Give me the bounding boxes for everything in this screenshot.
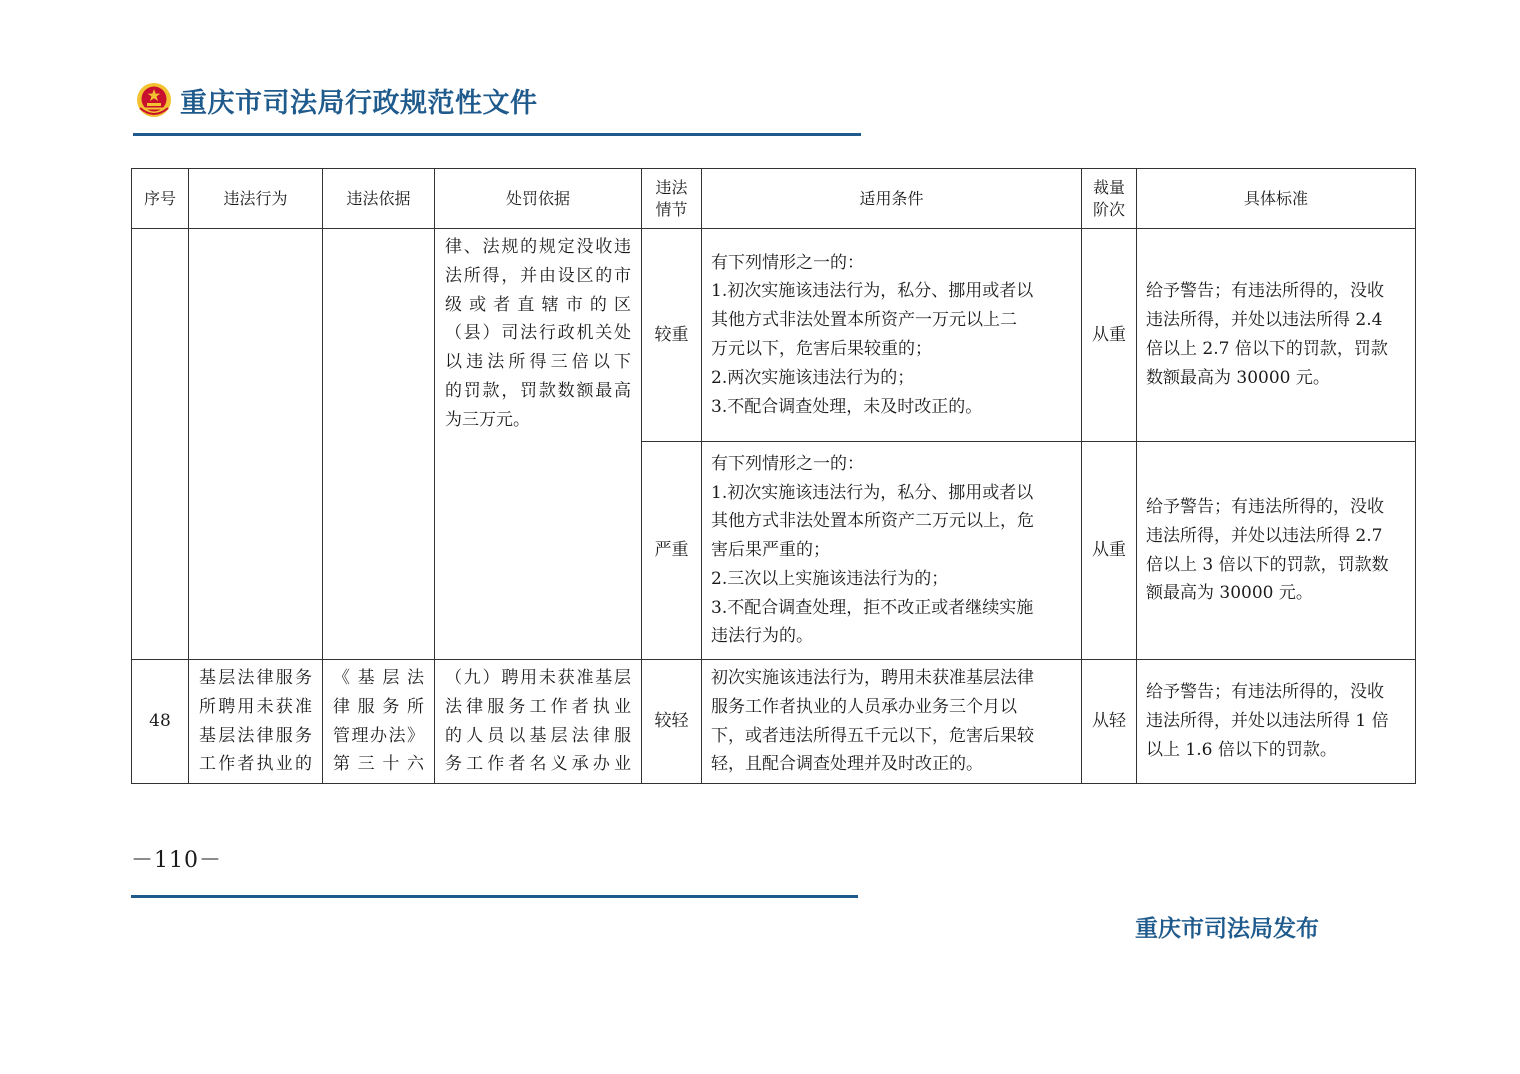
text-line: 基层法律服务 [199,725,312,746]
cell-legal-basis [323,660,435,784]
cell-legal-basis-continued [323,229,435,660]
col-header-circumstance: 违法 情节 [642,169,702,229]
cell-level: 从重 [1082,442,1137,660]
text-line: 以上 1.6 倍以下的罚款。 [1146,739,1337,760]
cell-standard [1137,229,1416,442]
text-line: 倍以上 3 倍以下的罚款，罚款数 [1146,554,1389,575]
cell-violation [189,660,323,784]
text-line: 万元以下，危害后果较重的； [711,339,932,359]
text-line: 务工作者名义承办业 [445,754,631,775]
text-line: （九）聘用未获准基层 [445,668,631,688]
text-line: 违法所得，并处以违法所得 2.4 [1146,310,1383,331]
cell-circumstance: 较重 [642,229,702,442]
document-header [136,78,538,122]
text-line: 为三万元。 [445,409,530,430]
col-header-violation: 违法行为 [189,169,323,229]
text-line: 给予警告；有违法所得的，没收 [1146,496,1384,517]
cell-standard [1137,660,1416,784]
cell-standard [1137,442,1416,660]
text-line: 3.不配合调查处理，拒不改正或者继续实施 [711,597,1034,618]
col-header-level: 裁量 阶次 [1082,169,1137,229]
text-line: 下，或者违法所得五千元以下，危害后果较 [711,725,1034,746]
text-line: 法律服务工作者执业 [445,696,631,717]
col-header-number: 序号 [132,169,189,229]
text-line: 级或者直辖市的区 [445,294,631,315]
footer-divider [131,895,858,898]
text-line: 违法所得，并处以违法所得 1 倍 [1146,711,1389,732]
text-line: 有下列情形之一的： [711,252,864,273]
cell-number: 48 [132,660,189,784]
text-line: 3.不配合调查处理，未及时改正的。 [711,396,983,417]
cell-conditions [702,660,1082,784]
cell-level: 从重 [1082,229,1137,442]
table-header-row [132,169,1416,229]
cell-level: 从轻 [1082,660,1137,784]
header-divider [133,133,861,136]
text-line: 《基层法 [333,668,424,688]
text-line: 违法行为的。 [711,626,813,647]
text-line: 轻，且配合调查处理并及时改正的。 [711,754,983,775]
text-line: 所聘用未获准 [199,696,312,717]
text-line: 律服务所 [333,696,424,717]
page-number: －110－ [131,848,222,873]
text-line: 给予警告；有违法所得的，没收 [1146,682,1384,703]
col-header-penalty-basis: 处罚依据 [435,169,642,229]
text-line: 倍以上 2.7 倍以下的罚款，罚款 [1146,339,1388,359]
text-line: 害后果严重的； [711,540,830,561]
cell-circumstance: 较轻 [642,660,702,784]
table-row-48 [132,660,1416,784]
text-line: 1.初次实施该违法行为，私分、挪用或者以 [711,281,1034,302]
text-line: 额最高为 30000 元。 [1146,583,1313,604]
text-line: 法所得，并由设区的市 [445,265,631,286]
text-line: 的人员以基层法律服 [445,725,631,746]
publisher-label: 重庆市司法局发布 [1135,916,1319,942]
text-line: 管理办法》 [333,725,424,746]
cell-violation-continued [189,229,323,660]
text-line: 初次实施该违法行为，聘用未获准基层法律 [711,668,1034,688]
text-line: 其他方式非法处置本所资产二万元以上，危 [711,511,1034,532]
text-line: 2.两次实施该违法行为的； [711,367,915,388]
cell-penalty-basis [435,660,642,784]
text-line: 给予警告；有违法所得的，没收 [1146,281,1384,302]
table-row [132,229,1416,442]
text-line: 律、法规的规定没收违 [445,237,631,257]
col-header-legal-basis: 违法依据 [323,169,435,229]
col-header-standard: 具体标准 [1137,169,1416,229]
text-line: 以违法所得三倍以下 [445,352,631,373]
cell-circumstance: 严重 [642,442,702,660]
cell-conditions [702,442,1082,660]
cell-number-continued [132,229,189,660]
text-line: 的罚款，罚款数额最高 [445,380,631,401]
text-line: 数额最高为 30000 元。 [1146,367,1330,388]
cell-conditions [702,229,1082,442]
document-series-title: 重庆市司法局行政规范性文件 [180,87,538,119]
text-line: 工作者执业的 [199,754,312,775]
text-line: 2.三次以上实施该违法行为的； [711,568,949,589]
text-line: 第三十六 [333,754,424,775]
text-line: 其他方式非法处置本所资产一万元以上二 [711,310,1017,331]
national-emblem-icon [136,82,172,118]
cell-penalty-basis-continued [435,229,642,660]
text-line: 违法所得，并处以违法所得 2.7 [1146,525,1383,546]
text-line: 1.初次实施该违法行为，私分、挪用或者以 [711,482,1034,503]
text-line: （县）司法行政机关处 [445,323,631,344]
col-header-conditions: 适用条件 [702,169,1082,229]
text-line: 有下列情形之一的： [711,453,864,474]
discretion-standards-table [131,168,1416,784]
text-line: 服务工作者执业的人员承办业务三个月以 [711,696,1017,717]
text-line: 基层法律服务 [199,668,312,688]
